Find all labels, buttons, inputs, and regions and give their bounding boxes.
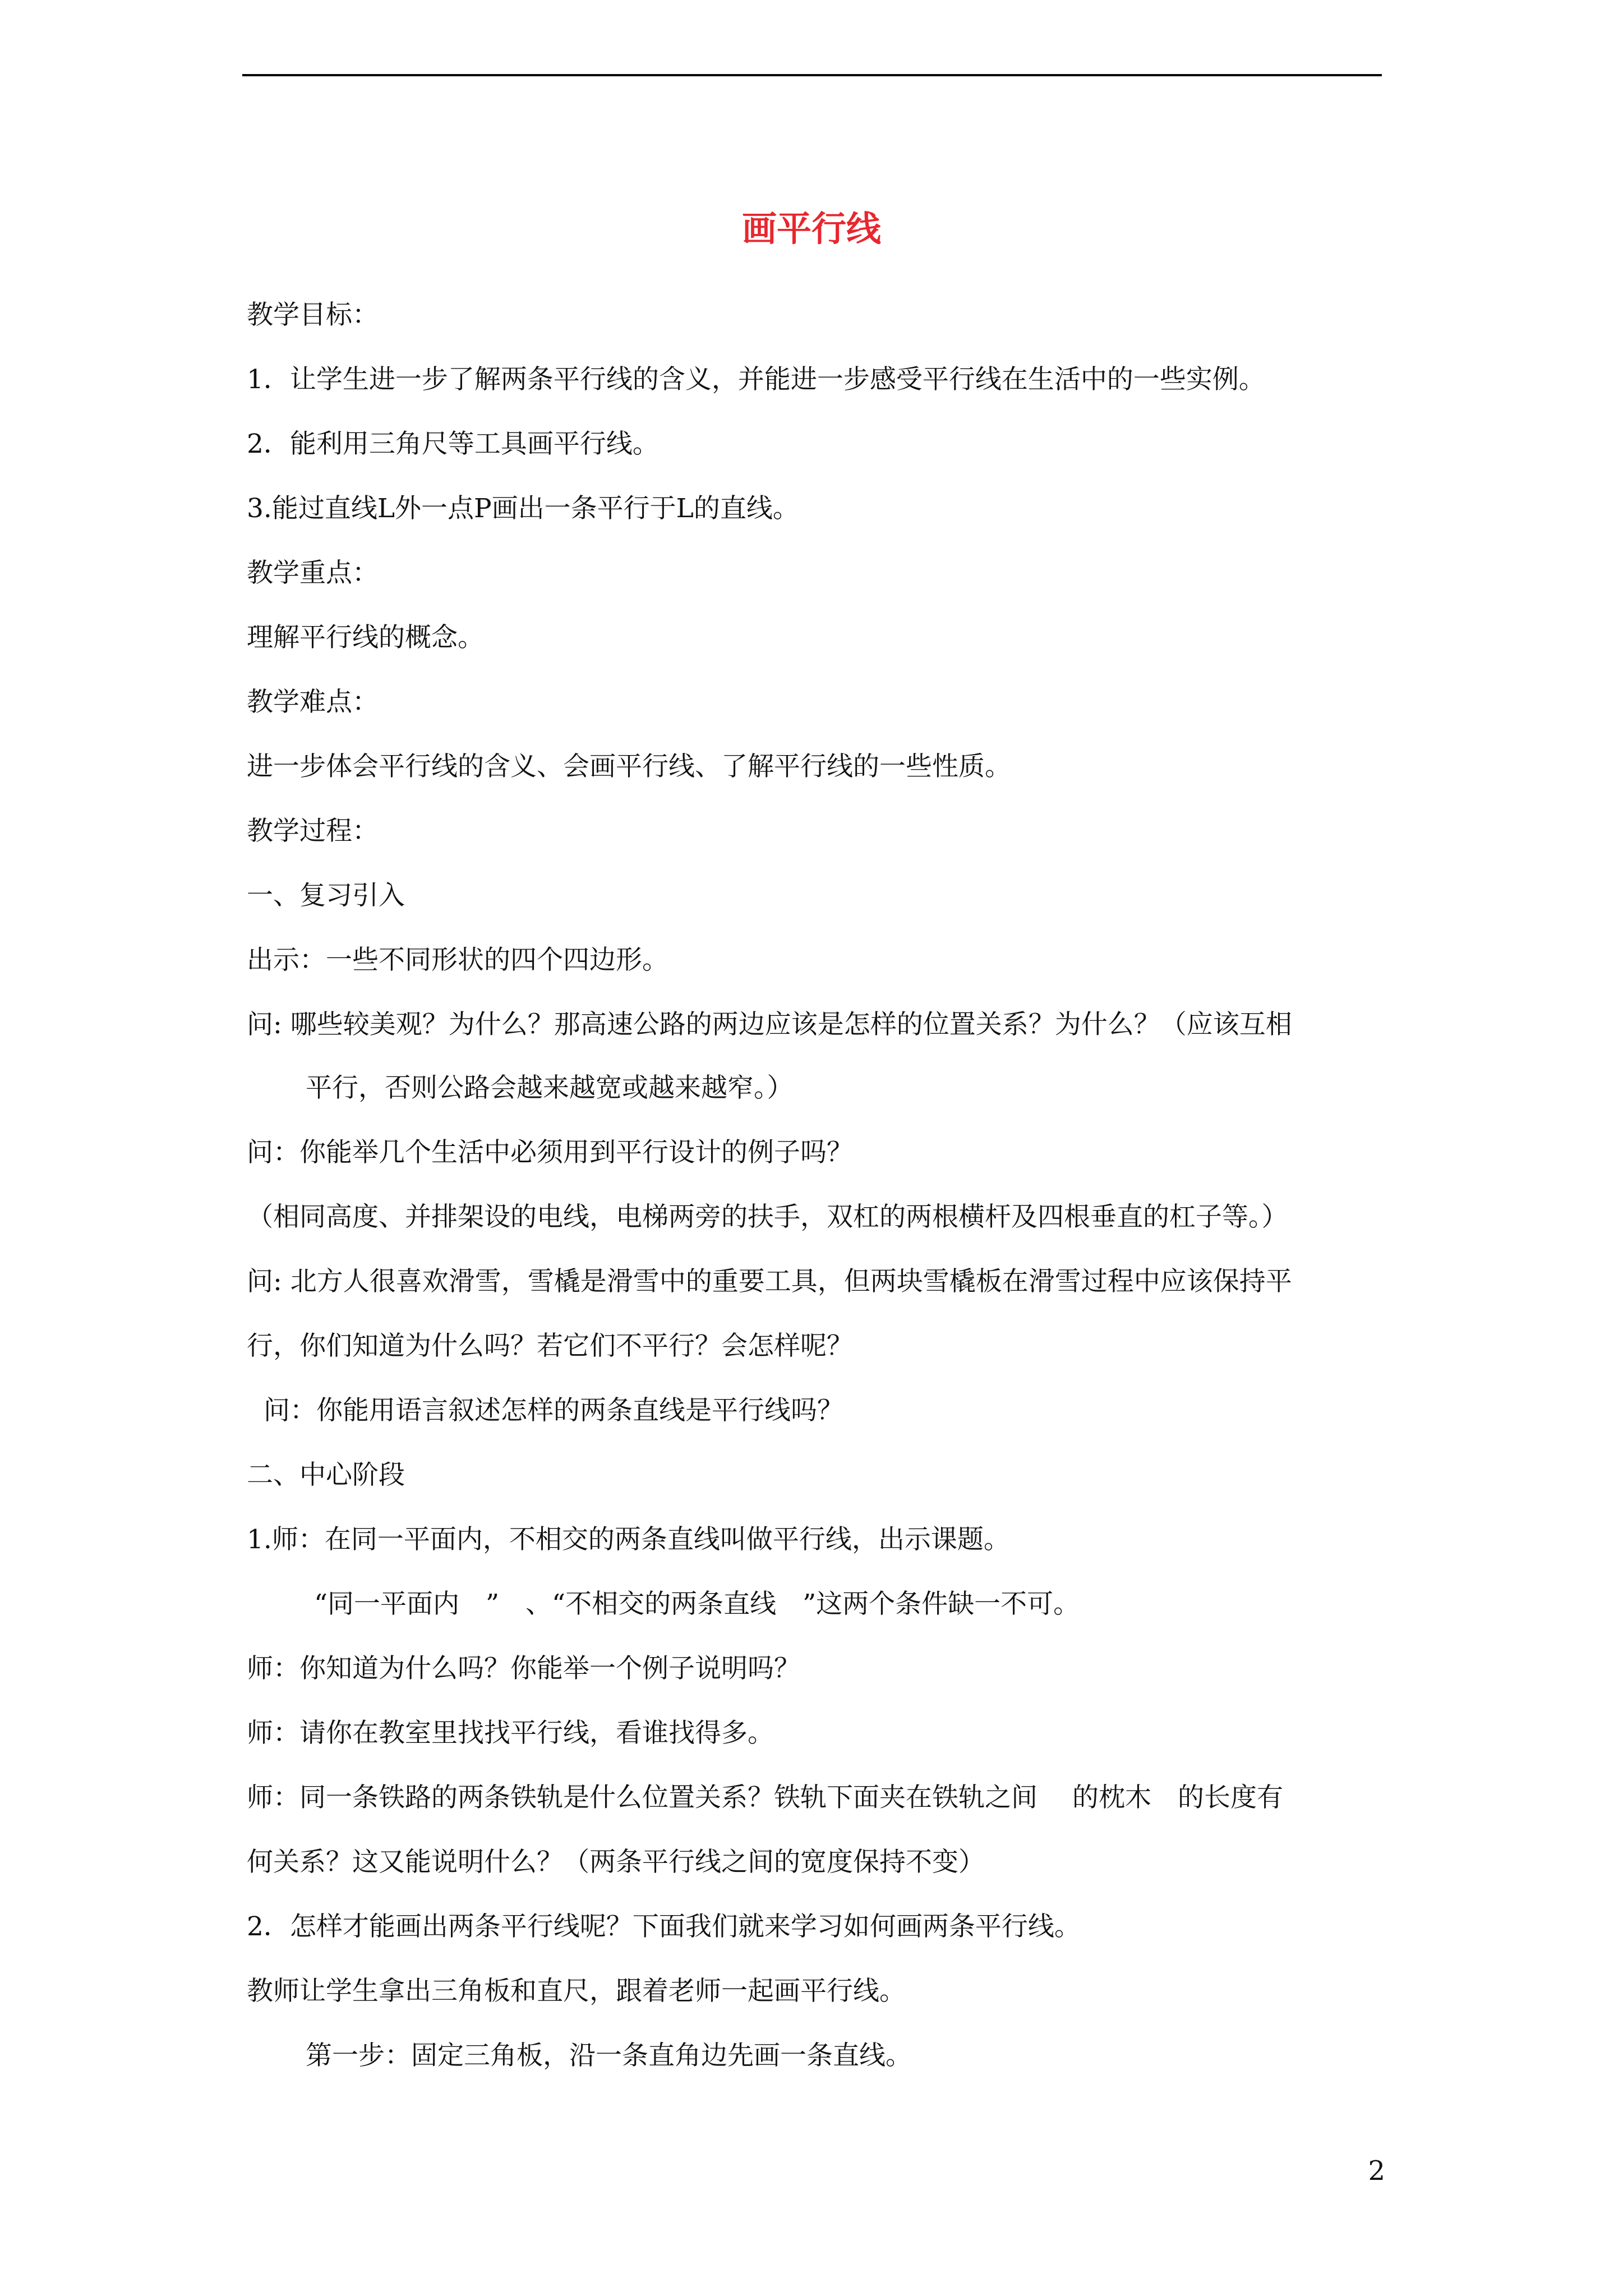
text-line: 进一步体会平行线的含义、会画平行线、了解平行线的一些性质。 [247, 751, 1011, 782]
text-line: 问: 北方人很喜欢滑雪，雪橇是滑雪中的重要工具，但两块雪橇板在滑雪过程中应该保持平 [247, 1266, 1292, 1297]
text-line: 1.师：在同一平面内，不相交的两条直线叫做平行线，出示课题。 [247, 1524, 1010, 1555]
text-line: 2．怎样才能画出两条平行线呢？下面我们就来学习如何画两条平行线。 [247, 1911, 1081, 1942]
header-rule [242, 74, 1382, 76]
text-line: “同一平面内 ” 、“不相交的两条直线 ”这两个条件缺一不可。 [314, 1589, 1080, 1619]
text-line: 教学重点： [247, 558, 379, 588]
text-line: 师：请你在教室里找找平行线，看谁找得多。 [247, 1718, 774, 1749]
text-line: 教学难点： [247, 687, 379, 717]
text-line: 一、复习引入 [247, 880, 405, 911]
text-line: （相同高度、并排架设的电线，电梯两旁的扶手，双杠的两根横杆及四根垂直的杠子等。） [247, 1202, 1288, 1232]
text-line: 二、中心阶段 [247, 1460, 405, 1490]
text-line: 3.能过直线L外一点P画出一条平行于L的直线。 [247, 493, 799, 524]
text-line: 问：你能举几个生活中必须用到平行设计的例子吗？ [247, 1137, 853, 1168]
text-line: 2．能利用三角尺等工具画平行线。 [247, 429, 659, 459]
text-line: 行，你们知道为什么吗？若它们不平行？会怎样呢？ [247, 1331, 853, 1361]
text-line: 问：你能用语言叙述怎样的两条直线是平行线吗？ [264, 1395, 843, 1426]
document-title: 画平行线 [741, 208, 881, 249]
text-line: 师：同一条铁路的两条铁轨是什么位置关系？铁轨下面夹在铁轨之间 的枕木 的长度有 [247, 1782, 1283, 1813]
text-line: 教学目标： [247, 300, 379, 330]
text-line: 问: 哪些较美观？为什么？那高速公路的两边应该是怎样的位置关系？为什么？（应该互相 [247, 1009, 1292, 1040]
text-line: 教学过程： [247, 816, 379, 846]
text-line: 师：你知道为什么吗？你能举一个例子说明吗？ [247, 1653, 800, 1684]
text-line: 1．让学生进一步了解两条平行线的含义，并能进一步感受平行线在生活中的一些实例。 [247, 364, 1265, 395]
text-line: 教师让学生拿出三角板和直尺，跟着老师一起画平行线。 [247, 1976, 906, 2007]
text-line: 平行，否则公路会越来越宽或越来越窄。） [306, 1073, 794, 1103]
text-line: 理解平行线的概念。 [247, 622, 484, 653]
page-number: 2 [1368, 2155, 1385, 2187]
text-line: 第一步：固定三角板，沿一条直角边先画一条直线。 [306, 2040, 912, 2071]
text-line: 何关系？这又能说明什么？（两条平行线之间的宽度保持不变） [247, 1847, 985, 1878]
text-line: 出示：一些不同形状的四个四边形。 [247, 945, 668, 976]
